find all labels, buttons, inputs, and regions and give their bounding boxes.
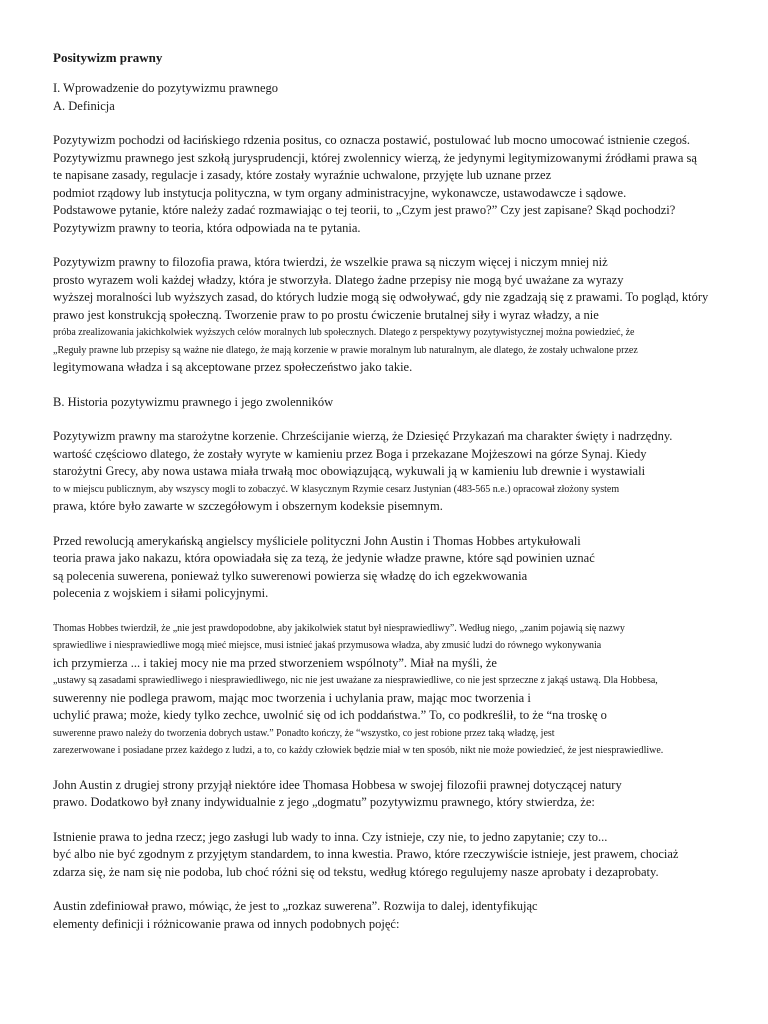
text-line: Pozytywizm prawny to filozofia prawa, która twierdzi, że wszelkie prawa są niczym więcej i niczym mniej niż [53, 255, 608, 269]
section-2-heading-block [53, 394, 723, 412]
paragraph-austin [53, 777, 723, 812]
document-title: Positywizm prawny [53, 50, 163, 65]
text-line: są polecenia suwerena, ponieważ tylko suwerenowi powierza się władzę do ich egzekwowania [53, 568, 528, 583]
text-line: próba zrealizowania jakichkolwiek wyższych celów moralnych lub społecznych. Dlatego z perspektywy pozytywistycznej można powiedzieć, że [53, 327, 635, 338]
text-line: Przed rewolucją amerykańską angielscy myśliciele polityczni John Austin i Thomas Hobbes artykułowali [53, 533, 581, 548]
section-heading: B. Historia pozytywizmu prawnego i jego zwolenników [53, 394, 334, 409]
text-line: „ustawy są zasadami sprawiedliwego i niesprawiedliwego, nic nie jest uważane za niesprawiedliwe, co nie jest sprzeczne z jakąś ustawą. Dla Hobbesa, [53, 675, 658, 686]
text-line: Pozytywizm pochodzi od łacińskiego rdzenia positus, co oznacza postawić, postulować lub mocno umocować istnienie czegoś. [53, 133, 690, 147]
text-line: prawa, które było zawarte w szczegółowym i obszernym kodeksie pisemnym. [53, 499, 443, 513]
text-line: prawo. Dodatkowo był znany indywidualnie z jego „dogmatu” pozytywizmu prawnego, który stwierdza, że: [53, 795, 595, 809]
text-line: Thomas Hobbes twierdził, że „nie jest prawdopodobne, aby jakikolwiek statut był niesprawiedliwy”. Według niego, „zanim pojawią się nazwy [53, 622, 625, 634]
paragraph-hobbes-quote [53, 620, 723, 760]
text-line: John Austin z drugiej strony przyjął niektóre idee Thomasa Hobbesa w swojej filozofii prawnej dotyczącej natury [53, 777, 622, 792]
text-line: legitymowana władza i są akceptowane przez społeczeństwo jako takie. [53, 360, 413, 374]
text-line: te napisane zasady, regulacje i zasady, które zostały wyraźnie uchwalone, przyjęte lub uznane przez [53, 168, 552, 182]
text-line: wartość częściowo dlatego, że zostały wyryte w kamieniu przez Boga i przekazane Mojżeszowi na górze Synaj. Kiedy [53, 446, 647, 461]
paragraph-definition [53, 132, 723, 237]
text-line: elementy definicji i różnicowanie prawa od innych podobnych pojęć: [53, 916, 400, 931]
text-line: ich przymierza ... i takiej mocy nie ma przed stworzeniem wspólnoty”. Miał na myśli, że [53, 655, 497, 670]
text-line: sprawiedliwe i niesprawiedliwe mogą mieć miejsce, musi istnieć jakaś przymusowa władza, aby zmusić ludzi do równego wykonywania [53, 640, 602, 651]
text-line: prosto wyrazem woli każdej władzy, która je stworzyła. Dlatego żadne przepisy nie mogą być uważane za wyrazy [53, 272, 624, 287]
text-line: zarezerwowane i posiadane przez każdego z ludzi, a to, co każdy człowiek będzie miał w ten sposób, nikt nie może powiedzieć, że jest niesprawiedliwe. [53, 745, 664, 756]
text-line: to w miejscu publicznym, aby wszyscy mogli to zobaczyć. W klasycznym Rzymie cesarz Justynian (483-565 n.e.) opracował złożony system [53, 483, 620, 495]
text-line: suwerenne prawo należy do tworzenia dobrych ustaw.” Ponadto kończy, że “wszystko, co jest robione przez taką władzę, jest [53, 727, 555, 739]
text-line: polecenia z wojskiem i siłami policyjnymi. [53, 586, 269, 600]
paragraph-austin-dogma [53, 829, 723, 882]
text-line: Pozytywizmu prawnego jest szkołą jurysprudencji, której zwolennicy wierzą, że jedynymi legitymizowanymi źródłami prawa są [53, 150, 697, 165]
paragraph-austin-definition [53, 898, 723, 933]
text-line: podmiot rządowy lub instytucja polityczna, w tym organy administracyjne, wykonawcze, ustawodawcze i sądowe. [53, 185, 627, 200]
text-line: prawo jest konstrukcją społeczną. Tworzenie praw to po prostu ćwiczenie brutalnej siły i wyraz władzy, a nie [53, 307, 599, 322]
section-subheading: A. Definicja [53, 98, 115, 113]
text-line: uchylić prawa; może, kiedy tylko zechce, uwolnić się od ich poddaństwa.” To, co podkreślił, to że “na troskę o [53, 708, 607, 722]
paragraph-austin-hobbes [53, 533, 723, 603]
text-line: wyższej moralności lub wyższych zasad, do których ludzie mogą się odwoływać, gdy nie zgadzają się z prawami. To pogląd, który [53, 290, 709, 304]
text-line: Pozytywizm prawny to teoria, która odpowiada na te pytania. [53, 220, 361, 235]
text-line: Pozytywizm prawny ma starożytne korzenie. Chrześcijanie wierzą, że Dziesięć Przykazań ma charakter święty i nadrzędny. [53, 429, 673, 443]
text-line: Austin zdefiniował prawo, mówiąc, że jest to „rozkaz suwerena”. Rozwija to dalej, identyfikując [53, 899, 538, 913]
text-line: „Reguły prawne lub przepisy są ważne nie dlatego, że mają korzenie w prawie moralnym lub naturalnym, ale dlatego, że zostały uchwalone przez [53, 344, 638, 356]
document-page [53, 50, 723, 950]
text-line: starożytni Grecy, aby nowa ustawa miała trwałą moc obowiązującą, wykuwali ją w kamieniu lub drewnie i wystawiali [53, 464, 646, 478]
text-line: Istnienie prawa to jedna rzecz; jego zasługi lub wady to inna. Czy istnieje, czy nie, to jedno zapytanie; czy to... [53, 829, 608, 844]
section-1-heading-block [53, 80, 723, 115]
paragraph-philosophy [53, 254, 723, 377]
text-line: suwerenny nie podlega prawom, mając moc tworzenia i uchylania praw, mając moc tworzenia i [53, 690, 531, 705]
paragraph-history [53, 428, 723, 516]
text-line: zdarza się, że nam się nie podoba, lub choć różni się od tekstu, według którego regulujemy nasze aprobaty i dezaprobaty. [53, 864, 659, 879]
text-line: teoria prawa jako nakazu, która opowiadała się za tezą, że jedynie władze prawne, które sąd powinien uznać [53, 551, 595, 565]
text-line: Podstawowe pytanie, które należy zadać rozmawiając o tej teorii, to „Czym jest prawo?” Czy jest zapisane? Skąd pochodzi? [53, 203, 676, 217]
text-line: być albo nie być zgodnym z przyjętym standardem, to inna kwestia. Prawo, które rzeczywiście istnieje, jest prawem, chociaż [53, 847, 679, 861]
section-heading: I. Wprowadzenie do pozytywizmu prawnego [53, 81, 279, 95]
